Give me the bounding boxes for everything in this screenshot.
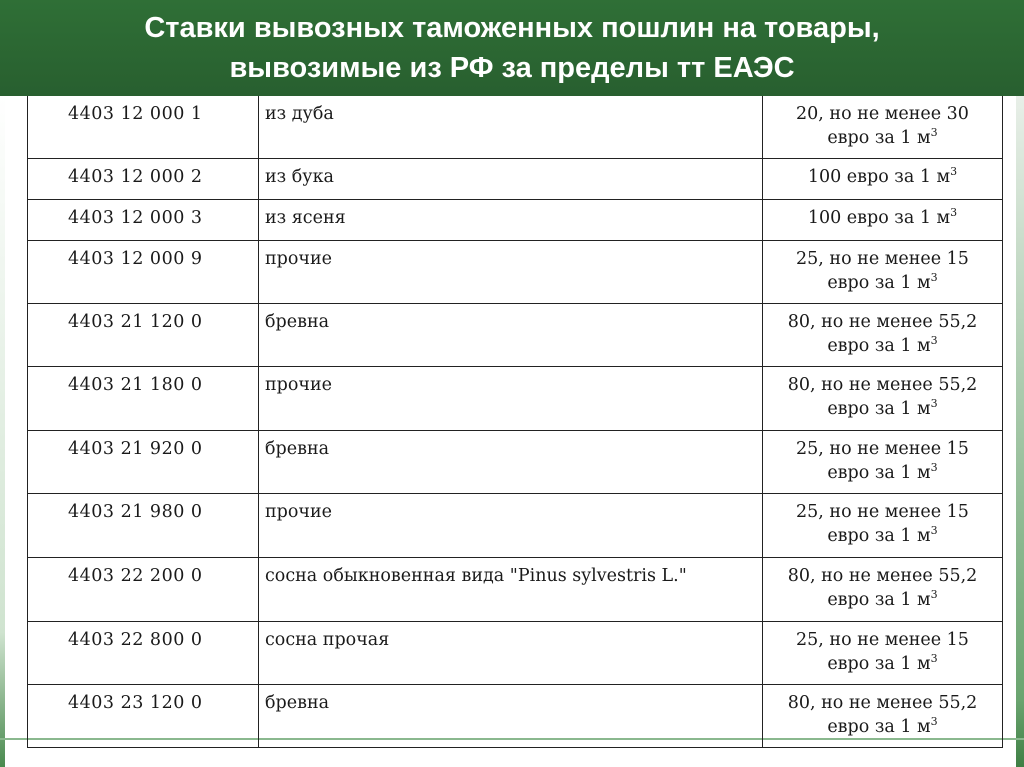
rate-unit-line xyxy=(767,165,998,189)
duty-rate xyxy=(763,431,1003,494)
title-banner xyxy=(0,0,1024,96)
duty-rate xyxy=(763,494,1003,558)
tnved-code: 4403 21 180 0 xyxy=(28,367,259,431)
rate-unit-sup: 3 xyxy=(930,334,938,348)
rate-unit-line xyxy=(767,588,998,612)
duty-rate xyxy=(763,367,1003,431)
rate-main: 80, но не менее 55,2 xyxy=(787,693,978,713)
rate-unit-sup: 3 xyxy=(930,397,938,411)
rate-unit-sup: 3 xyxy=(930,652,938,666)
duty-table xyxy=(27,84,1003,748)
rate-unit: евро за 1 м xyxy=(827,399,931,419)
goods-description: сосна прочая xyxy=(259,622,763,685)
table-row xyxy=(28,431,1003,494)
table-row xyxy=(28,304,1003,367)
rate-unit-sup: 3 xyxy=(930,126,938,140)
goods-description: прочие xyxy=(259,241,763,304)
rate-unit-sup: 3 xyxy=(930,588,938,602)
rate-unit-sup: 3 xyxy=(950,165,958,179)
rate-unit-line xyxy=(767,334,998,358)
rate-unit-line xyxy=(767,461,998,485)
rate-unit-line xyxy=(767,524,998,548)
tnved-code: 4403 21 120 0 xyxy=(28,304,259,367)
duty-rate xyxy=(763,241,1003,304)
table-row xyxy=(28,685,1003,748)
goods-description: бревна xyxy=(259,431,763,494)
table-row xyxy=(28,367,1003,431)
goods-description: сосна обыкновенная вида "Pinus sylvestris L." xyxy=(259,558,763,622)
rate-unit-line xyxy=(767,397,998,421)
goods-description: бревна xyxy=(259,685,763,748)
rate-unit-line xyxy=(767,715,998,739)
rate-unit-line xyxy=(767,126,998,150)
tnved-code: 4403 21 980 0 xyxy=(28,494,259,558)
rate-unit: 100 евро за 1 м xyxy=(807,167,951,187)
table-row xyxy=(28,96,1003,159)
rate-unit-sup: 3 xyxy=(930,461,938,475)
left-accent-stripe xyxy=(0,96,5,767)
duty-rate xyxy=(763,558,1003,622)
rate-unit-sup: 3 xyxy=(950,206,958,220)
goods-description: из бука xyxy=(259,159,763,200)
goods-description: из дуба xyxy=(259,96,763,159)
goods-description: прочие xyxy=(259,367,763,431)
title-line-1: Ставки вывозных таможенных пошлин на товары, xyxy=(144,12,880,44)
rate-unit-sup: 3 xyxy=(930,524,938,538)
rate-unit-sup: 3 xyxy=(930,715,938,729)
tnved-code: 4403 23 120 0 xyxy=(28,685,259,748)
duty-rate xyxy=(763,96,1003,159)
goods-description: из ясеня xyxy=(259,200,763,241)
duty-rate xyxy=(763,200,1003,241)
tnved-code: 4403 12 000 1 xyxy=(28,96,259,159)
rate-unit: 100 евро за 1 м xyxy=(807,208,951,228)
tnved-code: 4403 12 000 9 xyxy=(28,241,259,304)
rate-unit: евро за 1 м xyxy=(827,336,931,356)
title-line-2: вывозимые из РФ за пределы тт ЕАЭС xyxy=(229,52,795,84)
tnved-code: 4403 12 000 3 xyxy=(28,200,259,241)
rate-main: 80, но не менее 55,2 xyxy=(787,312,978,332)
table-row xyxy=(28,558,1003,622)
rate-unit: евро за 1 м xyxy=(827,463,931,483)
rate-main: 25, но не менее 15 xyxy=(796,630,969,650)
tnved-code: 4403 22 200 0 xyxy=(28,558,259,622)
duty-rate xyxy=(763,622,1003,685)
rate-main: 80, но не менее 55,2 xyxy=(787,375,978,395)
rate-unit-line xyxy=(767,206,998,230)
table-row xyxy=(28,622,1003,685)
rate-unit: евро за 1 м xyxy=(827,128,931,148)
table-row xyxy=(28,494,1003,558)
tnved-code: 4403 21 920 0 xyxy=(28,431,259,494)
rate-unit-line xyxy=(767,652,998,676)
rate-unit: евро за 1 м xyxy=(827,717,931,737)
table-row xyxy=(28,200,1003,241)
right-accent-stripe xyxy=(1016,96,1024,767)
rate-unit: евро за 1 м xyxy=(827,526,931,546)
rate-unit-sup: 3 xyxy=(930,271,938,285)
table-row xyxy=(28,241,1003,304)
rate-unit: евро за 1 м xyxy=(827,273,931,293)
rate-main: 25, но не менее 15 xyxy=(796,502,969,522)
rate-unit: евро за 1 м xyxy=(827,654,931,674)
rate-main: 80, но не менее 55,2 xyxy=(787,566,978,586)
table-row xyxy=(28,159,1003,200)
duty-rate xyxy=(763,304,1003,367)
rate-main: 20, но не менее 30 xyxy=(796,104,969,124)
rate-unit: евро за 1 м xyxy=(827,590,931,610)
goods-description: бревна xyxy=(259,304,763,367)
rate-unit-line xyxy=(767,271,998,295)
tnved-code: 4403 22 800 0 xyxy=(28,622,259,685)
duty-rate xyxy=(763,159,1003,200)
goods-description: прочие xyxy=(259,494,763,558)
rate-main: 25, но не менее 15 xyxy=(796,439,969,459)
rate-main: 25, но не менее 15 xyxy=(796,249,969,269)
duty-table-container xyxy=(27,84,1000,748)
tnved-code: 4403 12 000 2 xyxy=(28,159,259,200)
duty-rate xyxy=(763,685,1003,748)
